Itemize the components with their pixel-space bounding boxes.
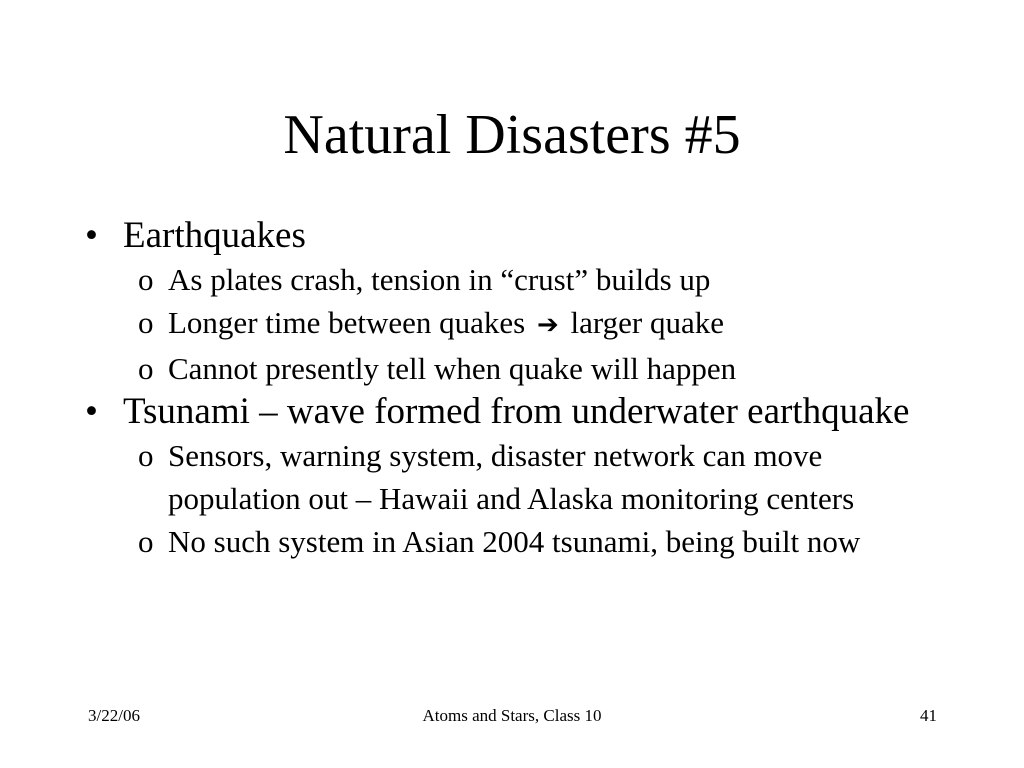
bullet-marker: • [85,215,98,256]
slide-body [85,214,945,563]
sub-bullet-text: No such system in Asian 2004 tsunami, being built now [168,524,861,559]
slide-title: Natural Disasters #5 [283,104,741,166]
sub-bullet-text: Longer time between quakes [168,305,526,340]
sub-bullet-text: As plates crash, tension in “crust” builds up [168,262,711,297]
bullet-item [85,390,945,433]
right-arrow-icon: ➔ [536,310,559,340]
sub-bullet-marker: o [138,351,154,386]
bullet-item [85,214,945,257]
sub-bullet-marker: o [138,524,154,559]
bullet-text: Tsunami – wave formed from underwater earthquake [123,391,910,432]
footer-date: 3/22/06 [88,706,140,725]
sub-bullet-item [85,301,945,347]
sub-bullet-text: larger quake [570,305,725,340]
slide-number: 41 [920,706,937,725]
sub-bullet-marker: o [138,262,154,297]
sub-bullet-item [85,347,945,390]
sub-bullet-item [85,434,945,520]
sub-bullet-text: Cannot presently tell when quake will happen [168,351,737,386]
sub-bullet-marker: o [138,438,154,473]
bullet-text: Earthquakes [123,215,306,256]
bullet-marker: • [85,391,98,432]
sub-bullet-text: Sensors, warning system, disaster network can move population out – Hawaii and Alaska monitoring centers [168,438,855,516]
footer-title: Atoms and Stars, Class 10 [422,706,602,725]
sub-bullet-marker: o [138,305,154,340]
sub-bullet-item [85,520,945,563]
sub-bullet-item [85,258,945,301]
